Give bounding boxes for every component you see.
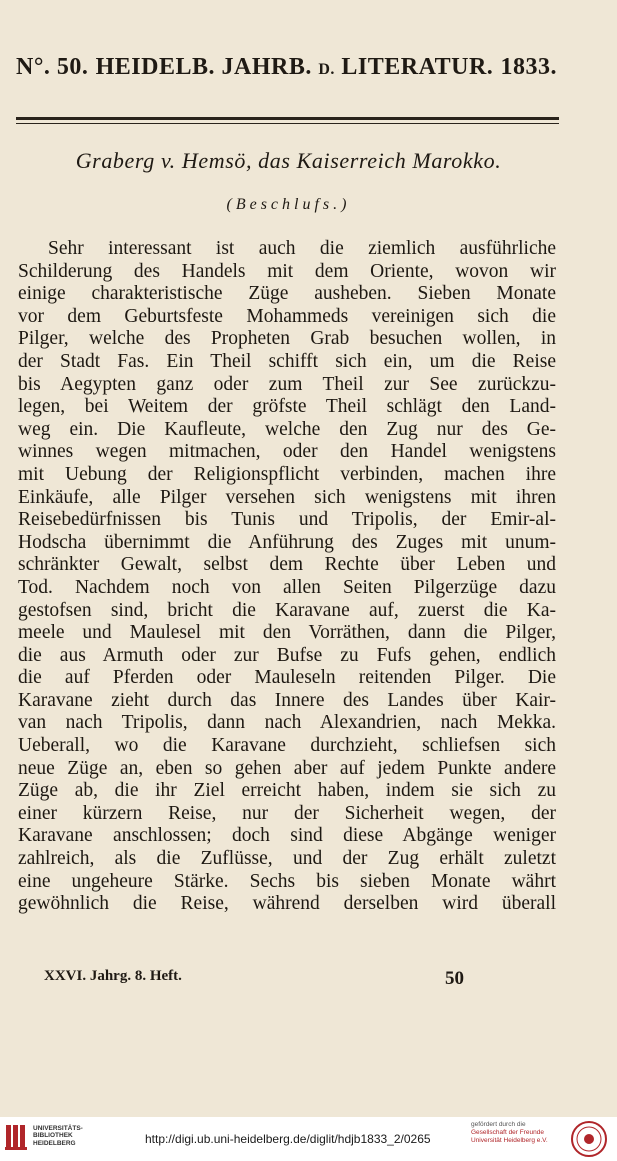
text-line: zahlreich, als die Zuflüsse, und der Zug erhält zuletzt — [18, 848, 556, 870]
text-line: meele und Maulesel mit den Vorräthen, dann die Pilger, — [18, 622, 556, 644]
sponsor-credit: gefördert durch die Gesellschaft der Freunde Universität Heidelberg e.V. — [471, 1121, 548, 1144]
text-line: Reisebedürfnissen bis Tunis und Tripolis, der Emir-al- — [18, 509, 556, 531]
text-line: Tod. Nachdem noch von allen Seiten Pilgerzüge dazu — [18, 576, 556, 598]
text-line: eine ungeheure Stärke. Sechs bis sieben Monate währt — [18, 870, 556, 892]
text-line: legen, bei Weitem der gröfste Theil schlägt den Land- — [18, 396, 556, 418]
text-line: Schilderung des Handels mit dem Oriente, wovon wir — [18, 260, 556, 282]
year: 1833. — [500, 54, 557, 80]
library-logo-icon — [4, 1121, 28, 1151]
text-line: bis Aegypten ganz oder zum Theil zur See zurückzu- — [18, 373, 556, 395]
text-line: schränkter Gewalt, selbst dem Rechte über Leben und — [18, 554, 556, 576]
journal-abbrev: D. — [318, 61, 335, 78]
text-line: der Stadt Fas. Ein Theil schifft sich ein, um die Reise — [18, 350, 556, 372]
sponsor-seal-icon — [570, 1120, 608, 1158]
text-line: Karavane anschlossen; doch sind diese Abgänge weniger — [18, 825, 556, 847]
text-line: gestofsen sind, bricht die Karavane auf, zuerst die Ka- — [18, 599, 556, 621]
text-line: vor dem Geburtsfeste Mohammeds vereinigen sich die — [18, 305, 556, 327]
running-header — [0, 54, 617, 81]
text-line: winnes wegen mitmachen, oder den Handel wenigstens — [18, 441, 556, 463]
text-line: Züge ab, die ihr Ziel erreicht haben, indem sie sich zu — [18, 780, 556, 802]
permalink-url[interactable]: http://digi.ub.uni-heidelberg.de/diglit/hdjb1833_2/0265 — [145, 1132, 431, 1146]
signature-mark: 50 — [445, 968, 464, 989]
text-line: weg ein. Die Kaufleute, welche den Zug nur des Ge- — [18, 418, 556, 440]
text-line: die aus Armuth oder zur Bufse zu Fufs gehen, endlich — [18, 644, 556, 666]
text-line: Pilger, welche des Propheten Grab besuchen wollen, in — [18, 328, 556, 350]
article-subtitle: (Beschlufs.) — [226, 196, 351, 213]
page-footer — [44, 968, 464, 990]
article-title: Graberg v. Hemsö, das Kaiserreich Marokko. — [75, 148, 502, 173]
library-logo-text: UNIVERSITÄTS- BIBLIOTHEK HEIDELBERG — [33, 1124, 83, 1147]
issue-number: N°. 50. — [16, 54, 89, 80]
text-line: mit Uebung der Religionspflicht verbinden, machen ihre — [18, 463, 556, 485]
text-line: van nach Tripolis, dann nach Alexandrien, nach Mekka. — [18, 712, 556, 734]
text-line: Ueberall, wo die Karavane durchzieht, schliefsen sich — [18, 735, 556, 757]
text-line: neue Züge an, eben so gehen aber auf jedem Punkte andere — [18, 757, 556, 779]
journal-name: HEIDELB. JAHRB. D. LITERATUR. — [95, 54, 494, 80]
library-logo[interactable] — [4, 1121, 83, 1151]
text-line: einer kürzern Reise, nur der Sicherheit wegen, der — [18, 802, 556, 824]
text-line: Karavane zieht durch das Innere des Landes über Kair- — [18, 689, 556, 711]
header-rule-thin — [16, 123, 559, 124]
text-line: Einkäufe, alle Pilger versehen sich wenigstens mit ihren — [18, 486, 556, 508]
volume-info: XXVI. Jahrg. 8. Heft. — [44, 968, 182, 984]
text-line: einige charakteristische Züge ausheben. Sieben Monate — [18, 283, 556, 305]
header-rule-thick — [16, 117, 559, 120]
text-line: gewöhnlich die Reise, während derselben wird überall — [18, 893, 556, 915]
text-line: Hodscha übernimmt die Anführung des Zuges mit unum- — [18, 531, 556, 553]
article-body — [18, 238, 556, 916]
viewer-footer-bar — [0, 1117, 617, 1161]
text-line: die auf Pferden oder Mauleseln reitenden Pilger. Die — [18, 667, 556, 689]
text-line: Sehr interessant ist auch die ziemlich ausführliche — [48, 238, 556, 259]
